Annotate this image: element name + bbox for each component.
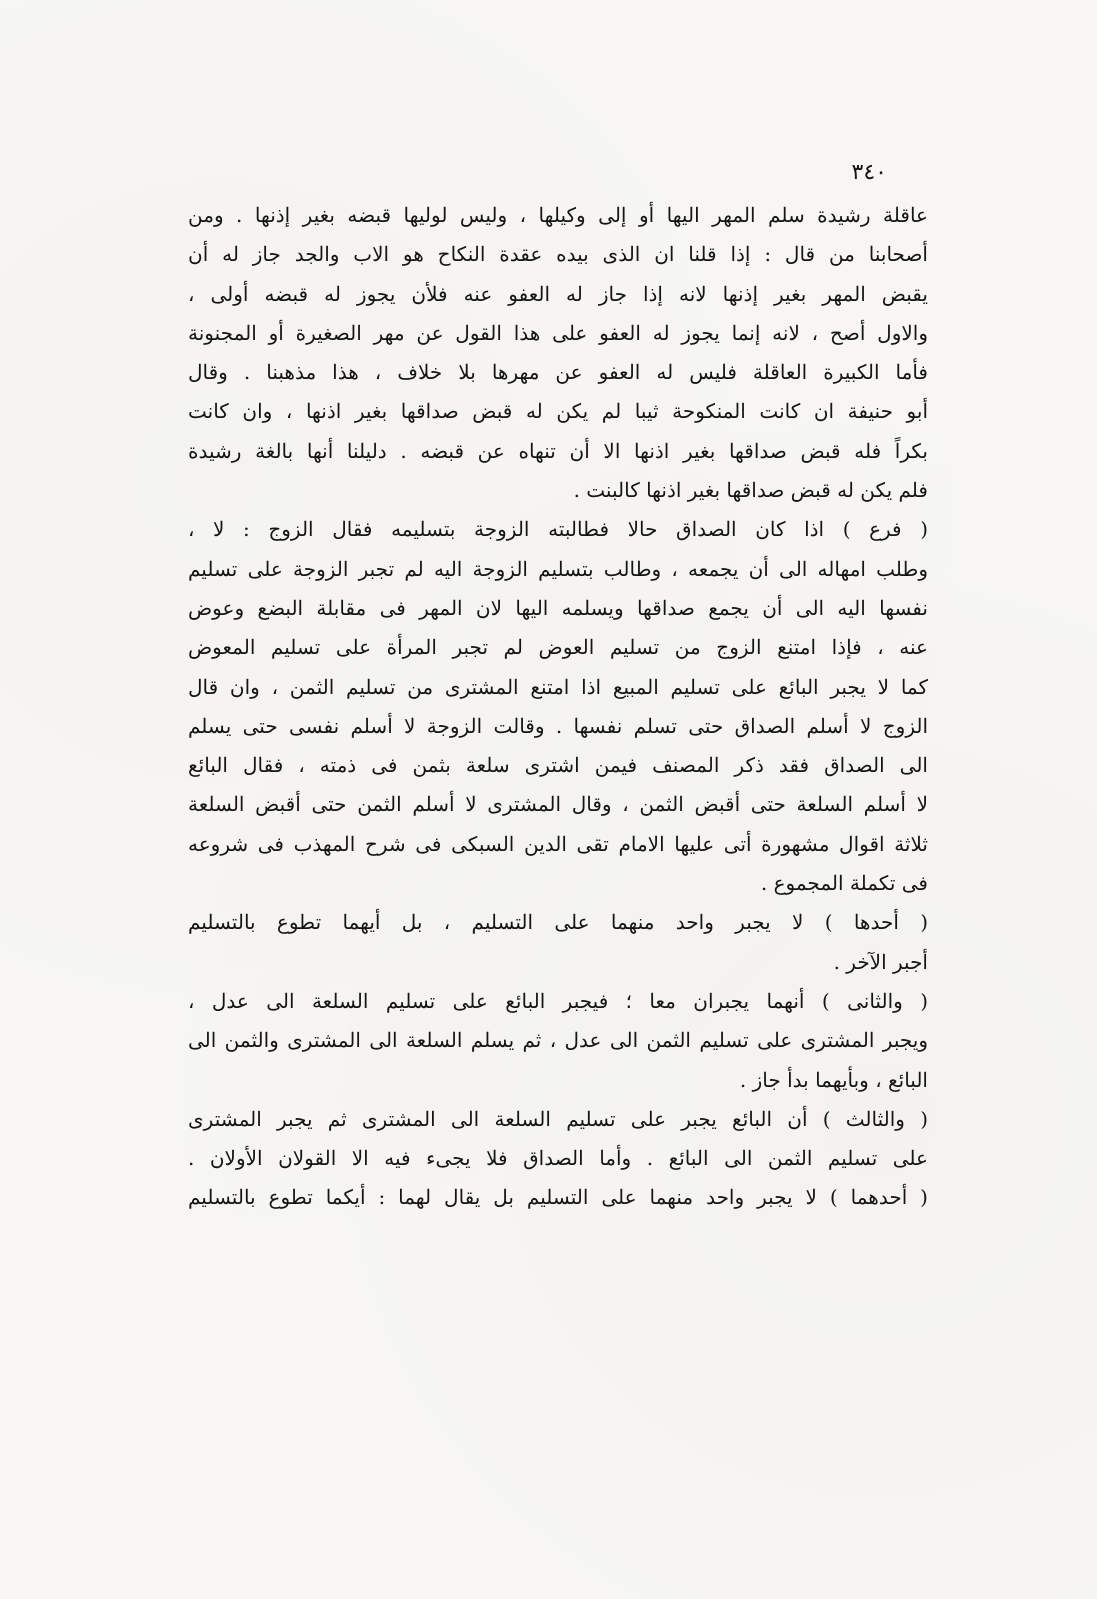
text-line: والاول أصح ، لانه إنما يجوز له العفو على هذا القول عن مهر الصغيرة أو المجنونة [188, 320, 928, 345]
text-line: أبو حنيفة ان كانت المنكوحة ثيبا لم يكن له قبض صداقها بغير اذنها ، وان كانت [188, 399, 928, 424]
text-line: الى الصداق فقد ذكر المصنف فيمن اشترى سلعة بثمن فى ذمته ، فقال البائع [188, 753, 928, 778]
text-line: ثلاثة اقوال مشهورة أتى عليها الامام تقى الدين السبكى فى شرح المهذب فى شروعه [188, 831, 928, 856]
text-line: ( والثانى ) أنهما يجبران معا ؛ فيجبر البائع على تسليم السلعة الى عدل ، [188, 988, 928, 1013]
text-line: فى تكملة المجموع . [760, 871, 928, 896]
text-line: نفسها اليه الى أن يجمع صداقها ويسلمه اليها لان المهر فى مقابلة البضع وعوض [188, 595, 928, 620]
text-line: يقبض المهر بغير إذنها لانه إذا جاز له العفو عنه فلأن يجوز له قبضه أولى ، [188, 281, 928, 306]
text-line: عنه ، فإذا امتنع الزوج من تسليم العوض لم تجبر المرأة على تسليم المعوض [188, 635, 928, 660]
text-line: البائع ، وبأيهما بدأ جاز . [739, 1067, 928, 1092]
text-line: فلم يكن له قبض صداقها بغير اذنها كالبنت . [573, 478, 928, 503]
text-line: كما لا يجبر البائع على تسليم المبيع اذا امتنع المشترى من تسليم الثمن ، وان قال [188, 674, 928, 699]
text-line: ويجبر المشترى على تسليم الثمن الى عدل ، ثم يسلم السلعة الى المشترى والثمن الى [188, 1028, 928, 1053]
text-line: فأما الكبيرة العاقلة فليس له العفو عن مهرها بلا خلاف ، هذا مذهبنا . وقال [188, 360, 928, 385]
body-text [188, 196, 928, 1218]
text-line: بكراً فله قبض صداقها بغير اذنها الا أن تنهاه عن قبضه . دليلنا أنها بالغة رشيدة [188, 438, 928, 463]
text-line: لا أسلم السلعة حتى أقبض الثمن ، وقال المشترى لا أسلم الثمن حتى أقبض السلعة [188, 792, 928, 817]
text-line: الزوج لا أسلم الصداق حتى تسلم نفسها . وقالت الزوجة لا أسلم نفسى حتى يسلم [188, 713, 928, 738]
text-line: ( أحدهما ) لا يجبر واحد منهما على التسليم بل يقال لهما : أيكما تطوع بالتسليم [188, 1185, 928, 1210]
text-line: عاقلة رشيدة سلم المهر اليها أو إلى وكيلها ، وليس لوليها قبضه بغير إذنها . ومن [188, 203, 928, 227]
text-line: أجبر الآخر . [833, 949, 928, 974]
text-line: ( فرع ) اذا كان الصداق حالا فطالبته الزوجة بتسليمه فقال الزوج : لا ، [188, 517, 928, 542]
text-line: ( أحدها ) لا يجبر واحد منهما على التسليم ، بل أيهما تطوع بالتسليم [188, 910, 928, 935]
page-number: ٣٤٠ [851, 160, 887, 185]
text-line: على تسليم الثمن الى البائع . وأما الصداق فلا يجىء فيه الا القولان الأولان . [188, 1146, 928, 1171]
text-line: أصحابنا من قال : إذا قلنا ان الذى بيده عقدة النكاح هو الاب والجد جاز له أن [188, 242, 928, 267]
text-line: ( والثالث ) أن البائع يجبر على تسليم السلعة الى المشترى ثم يجبر المشترى [188, 1106, 928, 1131]
text-line: وطلب امهاله الى أن يجمعه ، وطالب بتسليم الزوجة اليه لم تجبر الزوجة على تسليم [188, 556, 928, 581]
